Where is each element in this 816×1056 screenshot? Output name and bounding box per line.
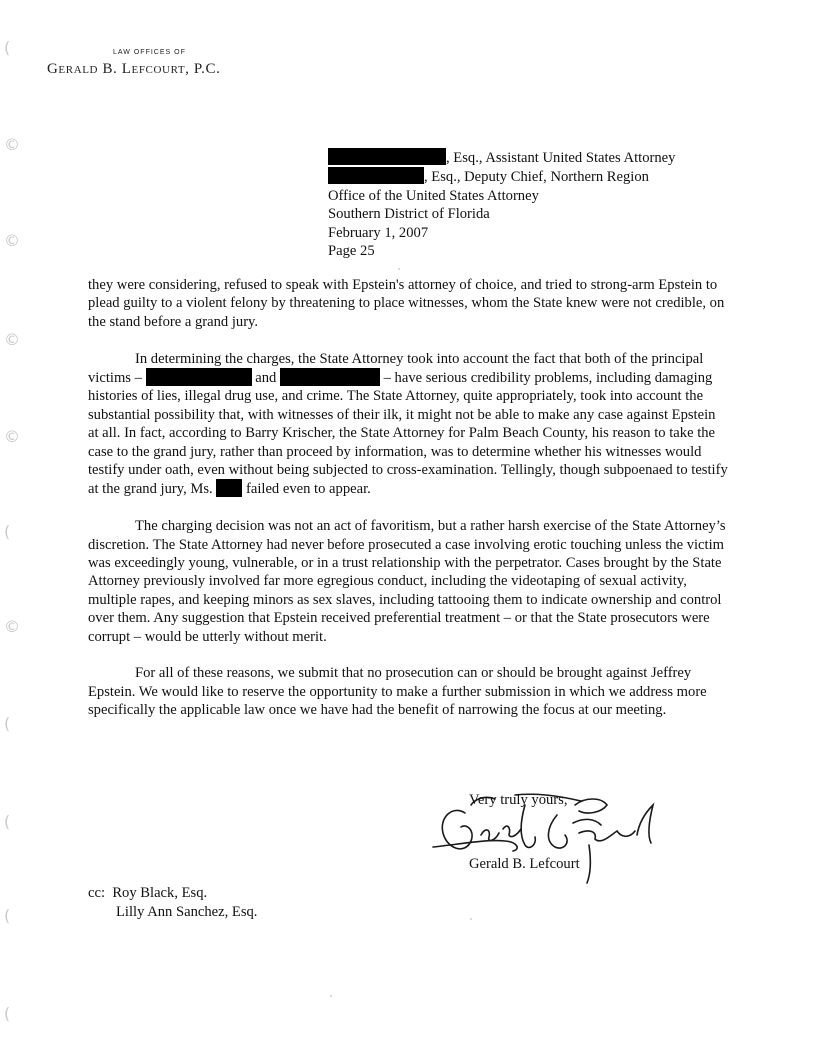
scan-speck (330, 995, 332, 997)
redaction-bar (328, 148, 446, 165)
cc-recipient-1: Roy Black, Esq. (112, 885, 208, 901)
cc-block (88, 884, 257, 922)
scan-margin-mark: ( (4, 714, 11, 733)
scan-margin-mark: ( (4, 1004, 11, 1023)
paragraph-2-text-and: and (251, 370, 280, 387)
paragraph-2-text-a: In determining the charges, the State Attorney took into account the fact that both of the principal victims – (88, 350, 704, 387)
scan-margin-mark: © (4, 427, 20, 446)
paragraph-2-text-c: failed even to appear. (242, 481, 371, 498)
scan-margin-mark: ( (4, 38, 11, 57)
letter-date: February 1, 2007 (328, 224, 429, 241)
paragraph-4: For all of these reasons, we submit that no prosecution can or should be brought against Jeffrey Epstein. We would like to reserve the opportunity to make a further submission in which we address more specifically the applicable law once we have had the benefit of narrowing the focus at our meeting. (88, 665, 707, 719)
redaction-bar (280, 368, 380, 386)
addressee-line-2 (328, 167, 675, 186)
scan-margin-mark: © (4, 617, 20, 636)
letter-body (88, 276, 728, 738)
scan-margin-mark: ( (4, 812, 11, 831)
addressee-office: Office of the United States Attorney (328, 187, 539, 204)
page-number: Page 25 (328, 243, 375, 260)
letterhead-prefix: LAW OFFICES OF (113, 49, 186, 56)
paragraph-3: The charging decision was not an act of favoritism, but a rather harsh exercise of the State Attorney’s discretion. The State Attorney had never before prosecuted a case involving erotic touching unless the victim was exceedingly young, vulnerable, or in a trust relationship with the perpetrator. Cases brought by the State Attorney previously involved far more egregious conduct, including the videotaping of sexual activity, multiple rapes, and keeping minors as sex slaves, including tattooing them to indicate ownership and control over them. Any suggestion that Epstein received preferential treatment – or that the State prosecutors were corrupt – would be utterly without merit. (88, 518, 726, 645)
scan-margin-mark: ( (4, 522, 11, 541)
cc-label: cc: (88, 885, 106, 901)
scan-speck (470, 918, 472, 920)
scan-margin-mark: ( (4, 906, 11, 925)
paragraph-2-text-b: – have serious credibility problems, including damaging histories of lies, illegal drug use, and crime. The State Attorney, quite appropriately, took into account the substantial possibility that, with witnesses of their ilk, it might not be able to make any case against Epstein at all. In fact, according to Barry Krischer, the State Attorney for Palm Beach County, his reason to take the case to the grand jury, rather than proceed by information, was to determine whether his witnesses would testify under oath, even without being subjected to cross-examination. Tellingly, though subpoenaed to testify at the grand jury, Ms. (88, 370, 728, 498)
addressee-district: Southern District of Florida (328, 206, 490, 223)
paragraph-1: they were considering, refused to speak with Epstein's attorney of choice, and tried to strong-arm Epstein to plead guilty to a violent felony by threatening to place witnesses, whom the State knew were not credible, on the stand before a grand jury. (88, 277, 725, 330)
addressee-block (328, 148, 675, 260)
cc-line-1 (88, 884, 257, 903)
redaction-bar (146, 368, 252, 386)
redaction-bar (216, 479, 242, 497)
addressee-title-2: , Esq., Deputy Chief, Northern Region (424, 169, 649, 186)
scan-margin-mark: © (4, 330, 20, 349)
scan-speck (398, 268, 400, 270)
scan-margin-mark: © (4, 231, 20, 250)
closing-salutation: Very truly yours, (469, 792, 568, 808)
redaction-bar (328, 167, 424, 184)
paragraph-2 (88, 350, 728, 499)
cc-recipient-2: Lilly Ann Sanchez, Esq. (116, 904, 258, 920)
signer-name: Gerald B. Lefcourt (469, 856, 580, 872)
addressee-title-1: , Esq., Assistant United States Attorney (446, 150, 676, 166)
addressee-line-1 (328, 148, 675, 167)
scan-margin-mark: © (4, 135, 20, 154)
letterhead-firm-name: Gerald B. Lefcourt, P.C. (47, 61, 221, 77)
